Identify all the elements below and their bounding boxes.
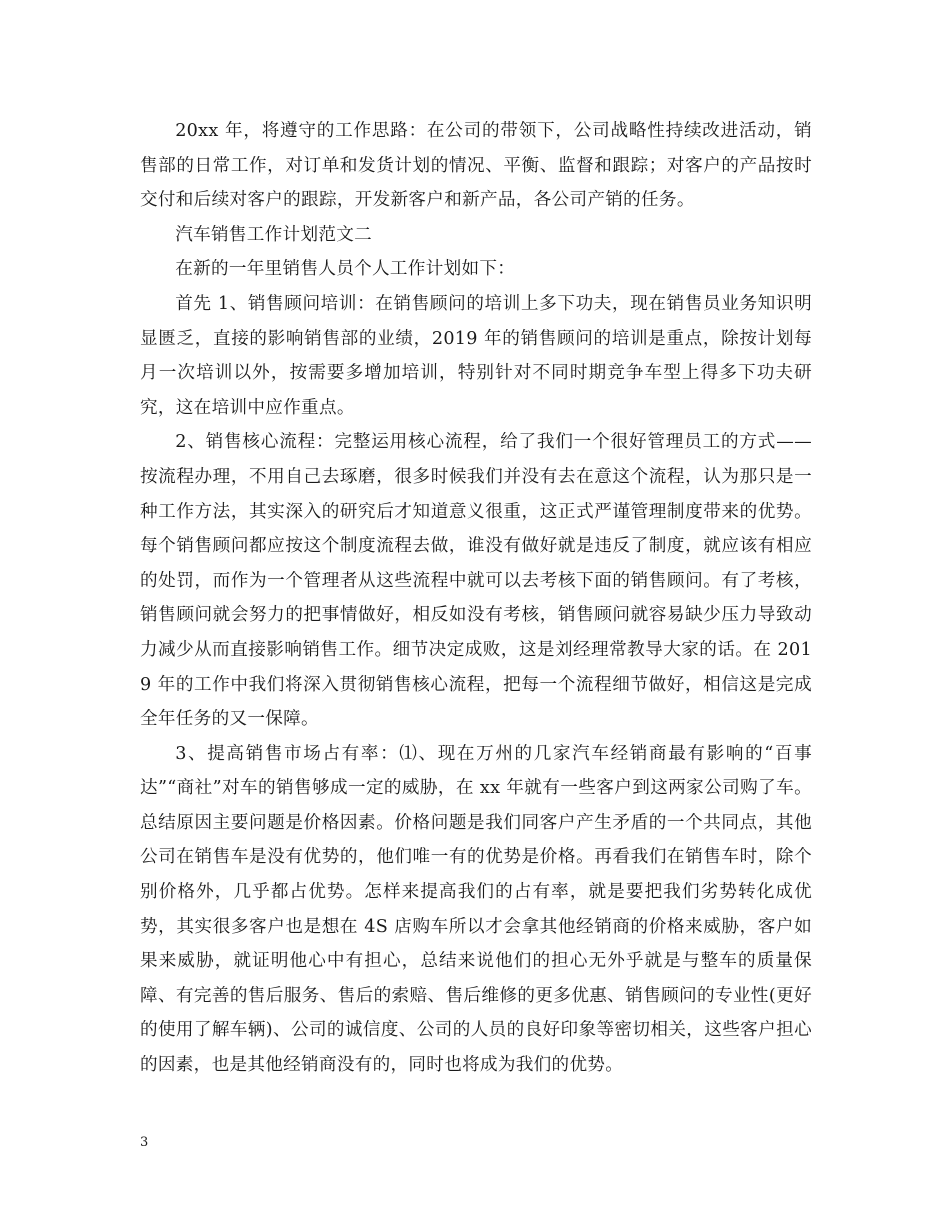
paragraph-work-approach: 20xx 年，将遵守的工作思路：在公司的带领下，公司战略性持续改进活动，销售部的日常工作，对订单和发货计划的情况、平衡、监督和跟踪；对客户的产品按时交付和后续对客户的跟踪，开发新客户和新产品，各公司产销的任务。	[140, 121, 812, 211]
paragraph-training: 首先 1、销售顾问培训：在销售顾问的培训上多下功夫，现在销售员业务知识明显匮乏，直接的影响销售部的业绩，2019 年的销售顾问的培训是重点，除按计划每月一次培训以外，按需要多增加培训，特别针对不同时期竞争车型上得多下功夫研究，这在培训中应作重点。	[140, 293, 812, 418]
section-heading: 汽车销售工作计划范文二	[175, 224, 373, 245]
paragraph-core-process: 2、销售核心流程：完整运用核心流程，给了我们一个很好管理员工的方式——按流程办理，不用自己去琢磨，很多时候我们并没有去在意这个流程，认为那只是一种工作方法，其实深入的研究后才知道意义很重，这正式严谨管理制度带来的优势。每个销售顾问都应按这个制度流程去做，谁没有做好就是违反了制度，就应该有相应的处罚，而作为一个管理者从这些流程中就可以去考核下面的销售顾问。有了考核，销售顾问就会努力的把事情做好，相反如没有考核，销售顾问就容易缺少压力导致动力减少从而直接影响销售工作。细节决定成败，这是刘经理常教导大家的话。在 2019 年的工作中我们将深入贯彻销售核心流程，把每一个流程细节做好，相信这是完成全年任务的又一保障。	[140, 432, 812, 730]
page-number: 3	[140, 1135, 149, 1150]
paragraph-intro: 在新的一年里销售人员个人工作计划如下：	[175, 259, 516, 280]
paragraph-market-share: 3、提高销售市场占有率：⑴、现在万州的几家汽车经销商最有影响的“百事达”“商社”对车的销售够成一定的威胁，在 xx 年就有一些客户到这两家公司购了车。总结原因主要问题是价格因素。价格问题是我们同客户产生矛盾的一个共同点，其他公司在销售车是没有优势的，他们唯一有的优势是价格。再看我们在销售车时，除个别价格外，几乎都占优势。怎样来提高我们的占有率，就是要把我们劣势转化成优势，其实很多客户也是想在 4S 店购车所以才会拿其他经销商的价格来威胁，客户如果来威胁，就证明他心中有担心，总结来说他们的担心无外乎就是与整车的质量保障、有完善的售后服务、售后的索赔、售后维修的更多优惠、销售顾问的专业性(更好的使用了解车辆)、公司的诚信度、公司的人员的良好印象等密切相关，这些客户担心的因素，也是其他经销商没有的，同时也将成为我们的优势。	[140, 743, 812, 1076]
document-body	[140, 114, 812, 1083]
